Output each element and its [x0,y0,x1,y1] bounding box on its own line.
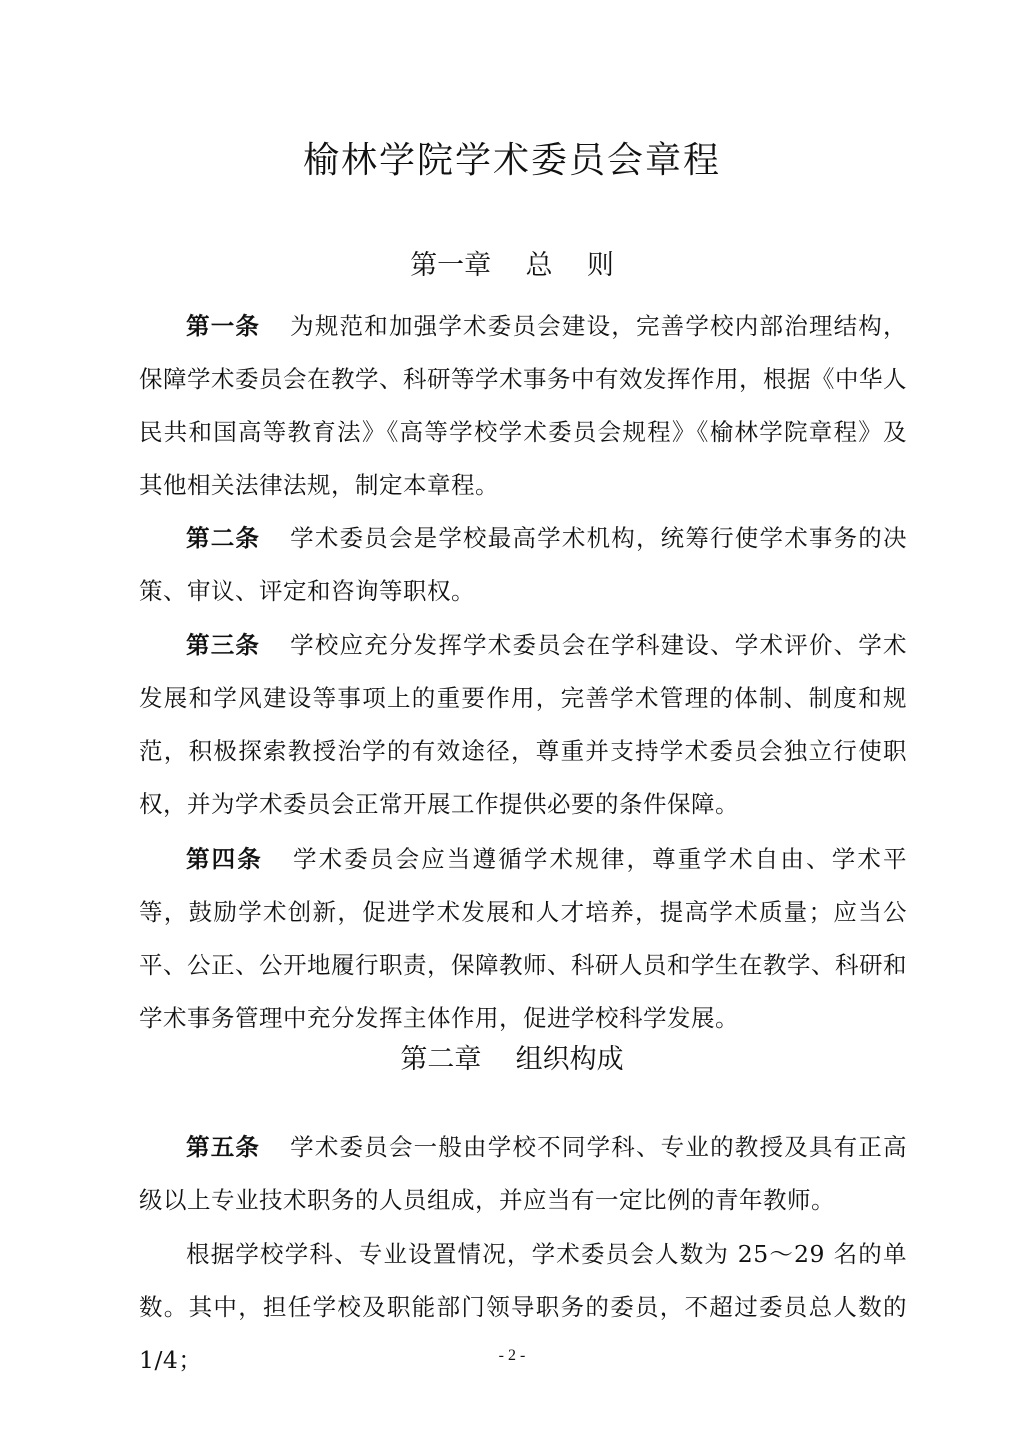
document-title: 榆林学院学术委员会章程 [302,140,721,181]
article-label: 第二条 [186,524,261,552]
article-text: 学术委员会应当遵循学术规律，尊重学术自由、学术平等，鼓励学术创新，促进学术发展和人才培养，提高学术质量；应当公平、公正、公开地履行职责，保障教师、科研人员和学生在教学、科研和学术事务管理中充分发挥主体作用，促进学校科学发展。 [139,845,908,1032]
article-label: 第三条 [186,631,261,659]
article-text: 为规范和加强学术委员会建设，完善学校内部治理结构，保障学术委员会在教学、科研等学术事务中有效发挥作用，根据《中华人民共和国高等教育法》《高等学校学术委员会规程》《榆林学院章程》及其他相关法律法规，制定本章程。 [139,312,908,499]
article-5 [139,1121,907,1227]
body-paragraph: 根据学校学科、专业设置情况，学术委员会人数为 25～29 名的单数。其中，担任学校及职能部门领导职务的委员，不超过委员总人数的 1/4； [139,1240,907,1374]
article-3 [139,619,907,831]
article-2 [139,512,907,618]
chapter-heading-2: 第二章 组织构成 [400,1044,624,1075]
article-text: 学术委员会是学校最高学术机构，统筹行使学术事务的决策、审议、评定和咨询等职权。 [139,524,908,605]
article-text: 学校应充分发挥学术委员会在学科建设、学术评价、学术发展和学风建设等事项上的重要作用，完善学术管理的体制、制度和规范，积极探索教授治学的有效途径，尊重并支持学术委员会独立行使职权，并为学术委员会正常开展工作提供必要的条件保障。 [139,631,908,818]
page-number: - 2 - [498,1347,526,1364]
article-label: 第四条 [186,845,263,873]
article-4 [139,833,907,1045]
article-1 [139,300,907,512]
article-label: 第五条 [186,1133,261,1161]
article-label: 第一条 [186,312,261,340]
chapter-heading-1: 第一章 总 则 [410,250,614,281]
article-text: 学术委员会一般由学校不同学科、专业的教授及具有正高级以上专业技术职务的人员组成，并应当有一定比例的青年教师。 [139,1133,908,1214]
